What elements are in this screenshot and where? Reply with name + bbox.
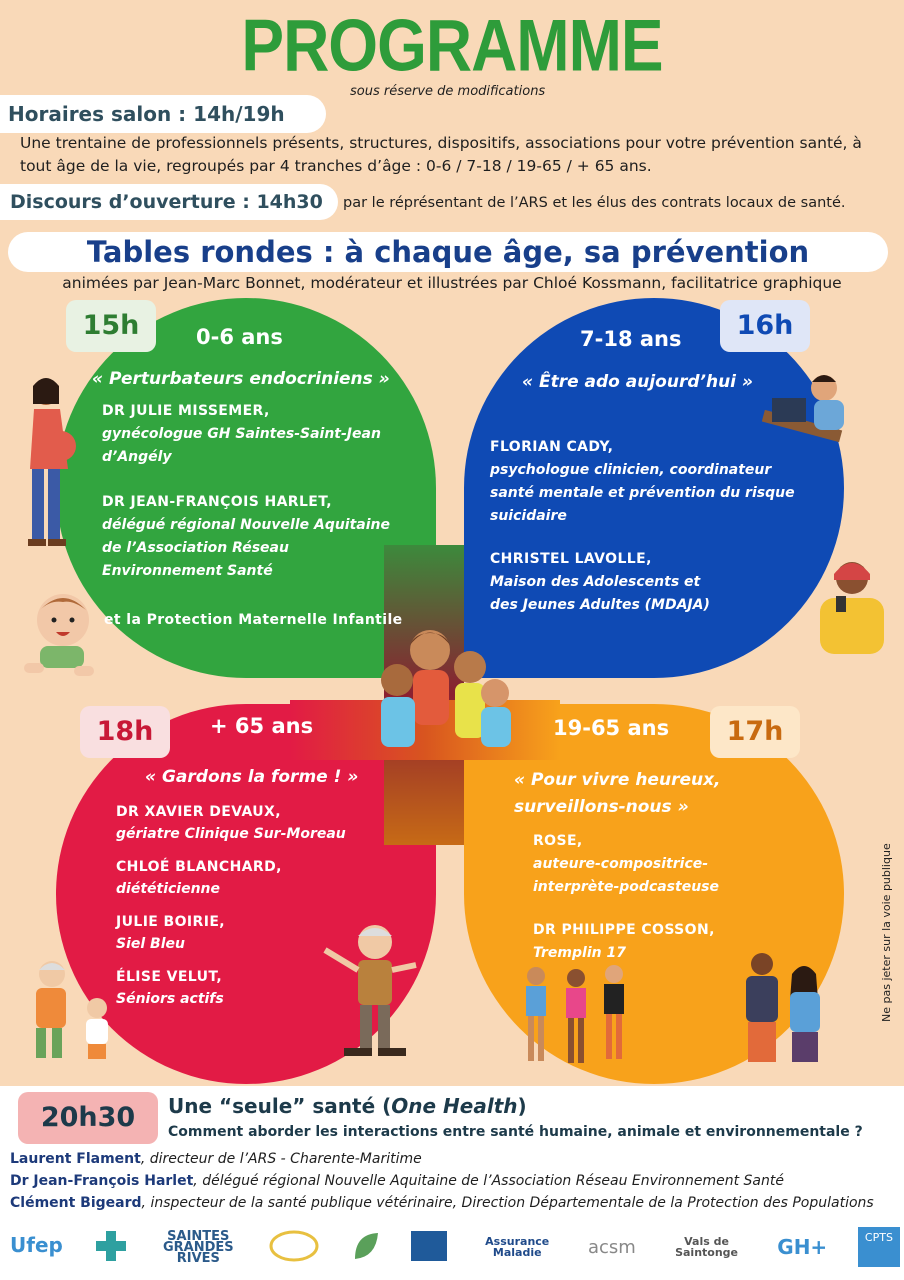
- title-part: Une “seule” santé (: [168, 1094, 392, 1118]
- speaker-role: auteure-compositrice-: [533, 856, 709, 872]
- logo-assurance-maladie: Assurance Maladie: [485, 1235, 550, 1259]
- side-note: Ne pas jeter sur la voie publique: [880, 843, 893, 1022]
- runners-illustration: [516, 962, 636, 1072]
- speaker-role: santé mentale et prévention du risque: [490, 485, 795, 501]
- logo-leaf: [350, 1229, 380, 1266]
- speakers-19-65: [533, 830, 719, 965]
- theme-19-65: [514, 767, 721, 821]
- speaker-role: d’Angély: [102, 449, 172, 465]
- speaker-role: Maison des Adolescents et: [490, 574, 701, 590]
- speaker-role: diététicienne: [116, 881, 221, 897]
- speaker-name: Clément Bigeard: [10, 1195, 142, 1211]
- speaker-role: , inspecteur de la santé publique vétérinaire, Direction Départementale de la Protection des Populations: [141, 1195, 874, 1211]
- logo-cpts: CPTS: [858, 1227, 900, 1267]
- speakers-65plus: [116, 801, 346, 1010]
- theme-65plus: « Gardons la forme ! »: [145, 767, 359, 787]
- grandparent-child-illustration: [22, 956, 122, 1066]
- speaker-name: ÉLISE VELUT,: [116, 969, 223, 985]
- evening-speaker-1: [10, 1151, 900, 1167]
- speaker-role: , délégué régional Nouvelle Aquitaine de l’Association Réseau Environnement Santé: [193, 1173, 784, 1189]
- one-health-title: [168, 1094, 527, 1118]
- speaker-role: , directeur de l’ARS - Charente-Maritime: [140, 1151, 422, 1167]
- intro-line-1: Une trentaine de professionnels présents, structures, dispositifs, associations pour votre prévention santé, à: [20, 134, 862, 152]
- speaker-name: DR JULIE MISSEMER,: [102, 403, 270, 419]
- speaker-role: Environnement Santé: [102, 563, 273, 579]
- speaker-name: JULIE BOIRIE,: [116, 914, 225, 930]
- theme-0-6: « Perturbateurs endocriniens »: [92, 369, 390, 389]
- logo-vals-saintonge: Vals de Saintonge: [675, 1235, 739, 1259]
- age-65plus: + 65 ans: [210, 714, 314, 738]
- teen-laptop-illustration: [762, 370, 862, 460]
- speaker-name: ROSE,: [533, 833, 583, 849]
- title-part: ): [517, 1094, 527, 1118]
- speakers-0-6: [102, 400, 390, 583]
- speaker-name: Laurent Flament: [10, 1151, 141, 1167]
- opening-pill: Discours d’ouverture : 14h30: [0, 184, 338, 220]
- logo-msa: [411, 1231, 447, 1264]
- family-illustration: [345, 625, 520, 755]
- evening-speaker-3: [10, 1195, 900, 1211]
- intro-line-2: tout âge de la vie, regroupés par 4 tranches d’âge : 0-6 / 7-18 / 19-65 / + 65 ans.: [20, 157, 652, 175]
- speaker-name: DR PHILIPPE COSSON,: [533, 922, 715, 938]
- partner-logos: [10, 1222, 900, 1272]
- theme-line: surveillons-nous »: [514, 797, 689, 817]
- baby-illustration: [18, 588, 98, 683]
- teen-phone-illustration: [812, 556, 892, 656]
- speaker-name: DR JEAN-FRANÇOIS HARLET,: [102, 494, 332, 510]
- hours-pill: Horaires salon : 14h/19h: [0, 95, 326, 133]
- roundtables-subtitle: animées par Jean-Marc Bonnet, modérateur et illustrées par Chloé Kossmann, facilitatrice graphique: [62, 274, 842, 292]
- logo-acsm: acsm: [587, 1236, 636, 1258]
- pmi-text: et la Protection Maternelle Infantile: [104, 612, 403, 628]
- page-title: PROGRAMME: [241, 3, 663, 87]
- time-badge-17h: 17h: [710, 706, 800, 758]
- speaker-role: Séniors actifs: [116, 991, 224, 1007]
- theme-line: « Pour vivre heureux,: [514, 770, 721, 790]
- logo-ght: GH+: [777, 1234, 828, 1259]
- age-7-18: 7-18 ans: [580, 327, 682, 351]
- speaker-role: suicidaire: [490, 508, 567, 524]
- adults-talking-illustration: [732, 950, 832, 1070]
- speaker-name: FLORIAN CADY,: [490, 439, 614, 455]
- speaker-role: Siel Bleu: [116, 936, 185, 952]
- one-health-question: Comment aborder les interactions entre santé humaine, animale et environnementale ?: [168, 1124, 863, 1140]
- time-badge-18h: 18h: [80, 706, 170, 758]
- opening-text: par le réprésentant de l’ARS et les élus des contrats locaux de santé.: [343, 195, 846, 211]
- speaker-role: interprète-podcasteuse: [533, 879, 719, 895]
- speaker-role: psychologue clinicien, coordinateur: [490, 462, 772, 478]
- logo-ufep: Ufep: [10, 1232, 63, 1257]
- age-19-65: 19-65 ans: [553, 716, 670, 740]
- time-badge-15h: 15h: [66, 300, 156, 352]
- evening-speaker-2: [10, 1173, 900, 1189]
- speaker-name: CHLOÉ BLANCHARD,: [116, 859, 282, 875]
- roundtables-title: Tables rondes : à chaque âge, sa prévention: [8, 232, 888, 272]
- title-italic: One Health: [391, 1094, 518, 1118]
- logo-health-cross: [94, 1229, 128, 1266]
- speaker-role: des Jeunes Adultes (MDAJA): [490, 597, 710, 613]
- speaker-role: gériatre Clinique Sur-Moreau: [116, 826, 346, 842]
- speaker-name: Dr Jean-François Harlet: [10, 1173, 194, 1189]
- logo-saintonge-circle: [269, 1229, 319, 1266]
- speakers-7-18: [490, 436, 795, 617]
- speaker-name: DR XAVIER DEVAUX,: [116, 804, 281, 820]
- age-0-6: 0-6 ans: [196, 325, 283, 349]
- logo-saintes: SAINTES GRANDES RIVES: [162, 1228, 234, 1266]
- speaker-role: gynécologue GH Saintes-Saint-Jean: [102, 426, 381, 442]
- senior-man-illustration: [320, 920, 420, 1060]
- speaker-role: de l’Association Réseau: [102, 540, 289, 556]
- pregnant-woman-illustration: [16, 374, 76, 554]
- time-badge-20h30: 20h30: [18, 1092, 158, 1144]
- speaker-role: délégué régional Nouvelle Aquitaine: [102, 517, 391, 533]
- theme-7-18: « Être ado aujourd’hui »: [522, 372, 753, 392]
- intro-text: [20, 132, 880, 178]
- speaker-role: Tremplin 17: [533, 945, 626, 961]
- speaker-name: CHRISTEL LAVOLLE,: [490, 551, 652, 567]
- page-subtitle: sous réserve de modifications: [350, 84, 546, 99]
- time-badge-16h: 16h: [720, 300, 810, 352]
